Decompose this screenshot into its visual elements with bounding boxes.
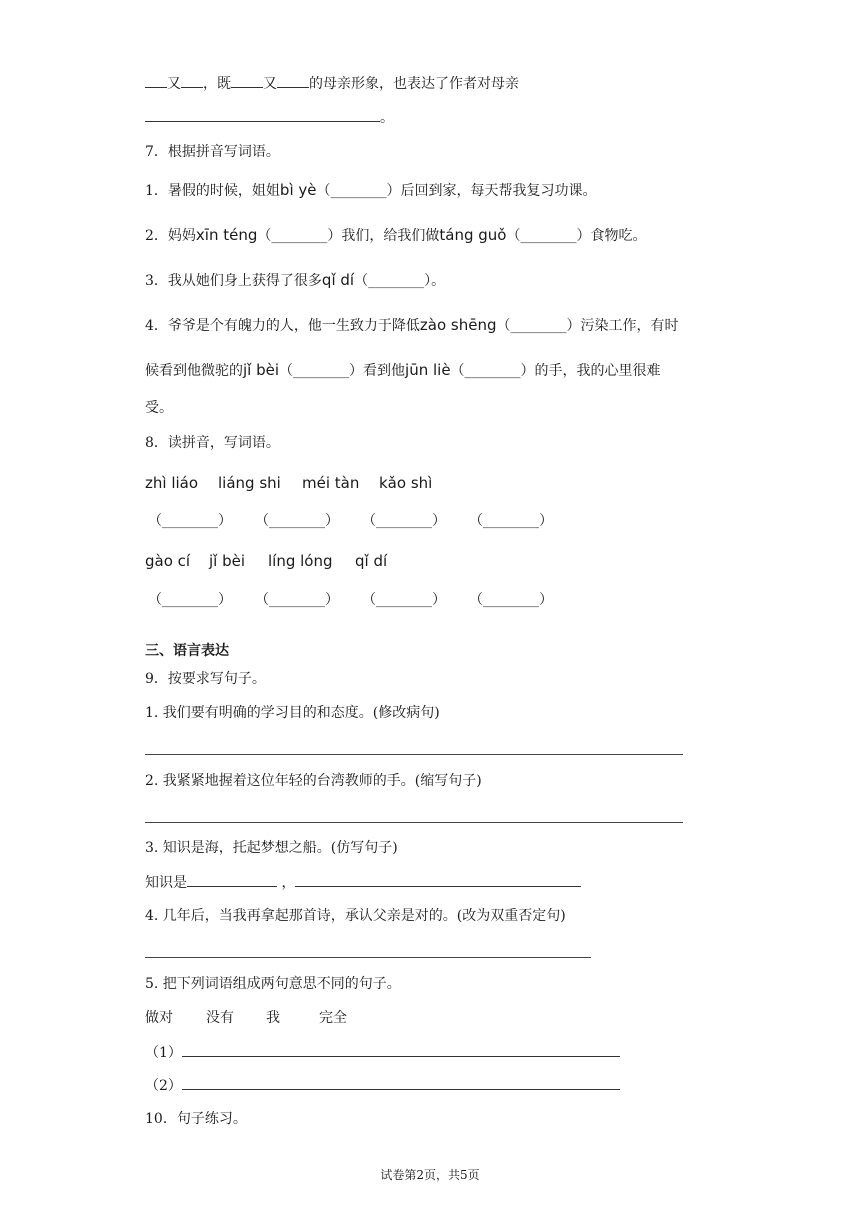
answer-paren[interactable]: （________） [148, 592, 232, 608]
q7-sentence-4: 4．爷爷是个有魄力的人，他一生致力于降低zào shēng（________）污染工作，有时 [145, 316, 679, 334]
answer-blank[interactable] [145, 73, 167, 88]
q9-sentence-3: 3. 知识是海，托起梦想之船。(仿写句子) [145, 840, 398, 856]
section-heading: 三、语言表达 [145, 643, 229, 659]
answer-paren[interactable]: （________） [148, 513, 232, 529]
answer-blank[interactable] [182, 1075, 620, 1090]
answer-line[interactable] [145, 822, 683, 823]
answer-paren[interactable]: （________） [469, 513, 553, 529]
answer-paren[interactable]: （________） [362, 592, 446, 608]
q7-sentence-4-end: 受。 [145, 400, 173, 416]
word-item: 做对 [145, 1010, 173, 1026]
answer-paren[interactable]: （________） [469, 592, 553, 608]
q9-sentence-4: 4. 几年后，当我再拿起那首诗，承认父亲是对的。(改为双重否定句) [145, 908, 566, 924]
answer-paren[interactable]: （________） [506, 228, 591, 244]
pinyin-item: jǐ bèi [209, 552, 246, 570]
page-footer: 试卷第2页，共5页 [380, 1168, 480, 1182]
q8-answer-row-2 [148, 590, 576, 610]
q9-option-2: （2） [145, 1075, 620, 1096]
pinyin-item: qǐ dí [355, 552, 388, 570]
pinyin-item: zhì liáo [145, 474, 199, 492]
q9-sentence-3-fill: 知识是 ， [145, 872, 581, 893]
answer-paren[interactable]: （________） [257, 228, 342, 244]
q9-word-list [145, 1008, 347, 1028]
q9-option-1: （1） [145, 1042, 620, 1063]
pinyin-item: líng lóng [268, 552, 333, 570]
answer-blank[interactable] [187, 872, 277, 887]
pinyin-item: méi tàn [302, 474, 360, 492]
answer-line[interactable] [145, 957, 591, 958]
q9-title: 9．按要求写句子。 [145, 671, 266, 687]
q9-sentence-5: 5. 把下列词语组成两句意思不同的句子。 [145, 976, 401, 992]
answer-blank[interactable] [295, 872, 581, 887]
answer-paren[interactable]: （________） [316, 183, 401, 199]
q8-title: 8．读拼音，写词语。 [145, 435, 280, 451]
answer-blank[interactable] [231, 73, 263, 88]
answer-blank[interactable] [182, 1042, 620, 1057]
answer-paren[interactable]: （________） [255, 592, 339, 608]
answer-blank[interactable] [181, 73, 203, 88]
q7-sentence-2: 2．妈妈xīn téng（________）我们，给我们做táng guǒ（________）食物吃。 [145, 226, 647, 244]
answer-paren[interactable]: （________） [255, 513, 339, 529]
pinyin-item: kǎo shì [379, 474, 433, 492]
pinyin-item: gào cí [145, 552, 191, 570]
answer-paren[interactable]: （________） [362, 513, 446, 529]
q7-sentence-4-cont: 候看到他微驼的jǐ bèi（________）看到他jūn liè（________）的手，我的心里很难 [145, 361, 661, 379]
q10-title: 10．句子练习。 [145, 1111, 247, 1127]
word-item: 完全 [319, 1010, 347, 1026]
answer-paren[interactable]: （________） [354, 273, 432, 289]
answer-paren[interactable]: （________） [279, 363, 364, 379]
q8-answer-row-1 [148, 511, 576, 531]
answer-blank[interactable] [277, 73, 309, 88]
q6-tail-line2: 。 [145, 107, 394, 128]
pinyin-item: liáng shi [218, 474, 281, 492]
q9-sentence-1: 1. 我们要有明确的学习目的和态度。(修改病句) [145, 705, 440, 721]
answer-paren[interactable]: （________） [450, 363, 535, 379]
q7-sentence-3: 3．我从她们身上获得了很多qǐ dí（________）。 [145, 271, 446, 289]
word-item: 没有 [206, 1010, 234, 1026]
q7-sentence-1: 1．暑假的时候，姐姐bì yè（________）后回到家，每天帮我复习功课。 [145, 181, 597, 199]
answer-blank[interactable] [145, 107, 380, 122]
q6-tail-line: 又 ，既 又 的母亲形象，也表达了作者对母亲 [145, 73, 519, 94]
q8-pinyin-row-2 [145, 551, 387, 571]
q9-sentence-2: 2. 我紧紧地握着这位年轻的台湾教师的手。(缩写句子) [145, 773, 482, 789]
word-item: 我 [266, 1010, 280, 1026]
q7-title: 7．根据拼音写词语。 [145, 144, 280, 160]
answer-line[interactable] [145, 754, 683, 755]
answer-paren[interactable]: （________） [496, 318, 581, 334]
q8-pinyin-row-1 [145, 473, 432, 493]
